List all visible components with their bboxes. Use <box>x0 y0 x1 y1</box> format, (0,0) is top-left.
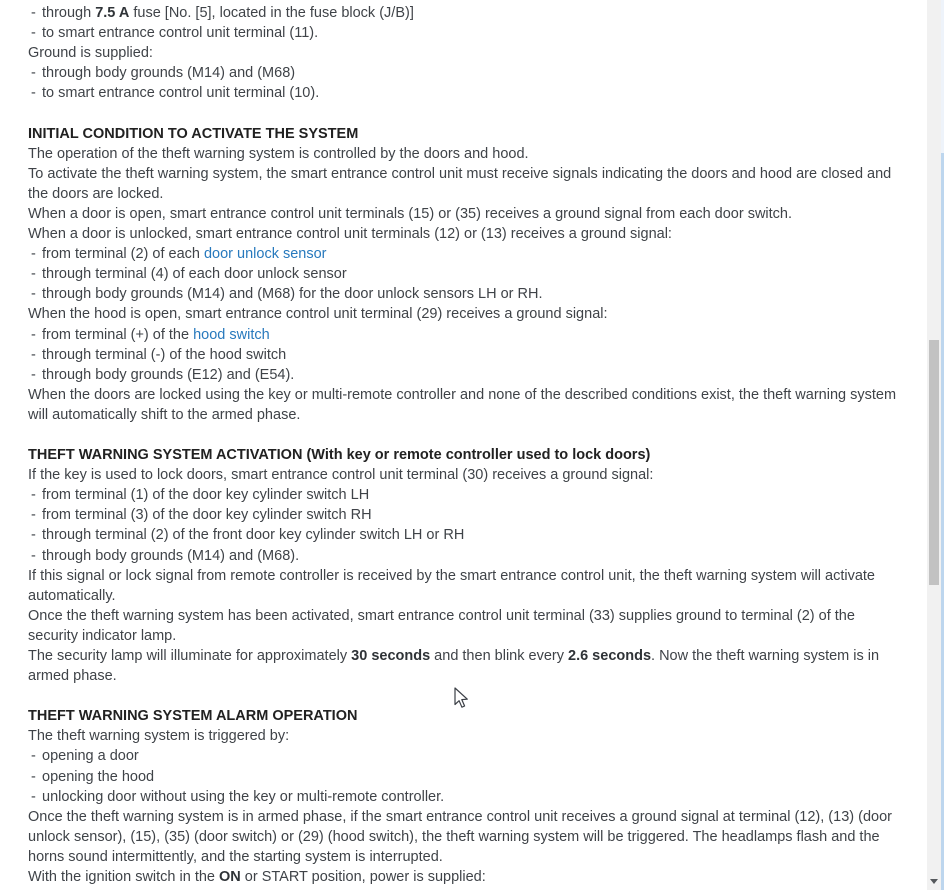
bullet-dash: - <box>31 547 36 564</box>
doc-bullet <box>28 505 905 525</box>
text-segment: The operation of the theft warning system is controlled by the doors and hood. <box>28 145 529 162</box>
bullet-text <box>42 325 905 345</box>
bullet-text <box>42 505 905 525</box>
doc-bullet <box>28 365 905 385</box>
text-segment: or START position, power is supplied: <box>240 869 486 886</box>
text-segment: through body grounds (M14) and (M68) <box>42 65 296 82</box>
text-segment: When a door is open, smart entrance control unit terminals (15) or (35) receives a ground signal from each door switch. <box>28 205 793 222</box>
document-content <box>28 3 905 887</box>
bullet-text <box>42 485 905 505</box>
doc-paragraph <box>28 304 905 324</box>
doc-bullet <box>28 345 905 365</box>
bullet-text <box>42 264 905 284</box>
doc-paragraph <box>28 164 905 204</box>
doc-paragraph <box>28 606 905 646</box>
text-segment: THEFT WARNING SYSTEM ACTIVATION (With key or remote controller used to lock doors) <box>28 447 651 464</box>
bullet-dash: - <box>31 366 36 383</box>
text-segment: through body grounds (M14) and (M68). <box>42 547 300 564</box>
text-segment: through terminal (2) of the front door key cylinder switch LH or RH <box>42 527 465 544</box>
text-segment: through terminal (4) of each door unlock sensor <box>42 266 347 283</box>
text-segment: from terminal (3) of the door key cylinder switch RH <box>42 507 372 524</box>
bullet-dash: - <box>31 326 36 343</box>
text-segment: to smart entrance control unit terminal (11). <box>42 25 319 42</box>
doc-heading <box>28 124 905 144</box>
bullet-text <box>42 787 905 807</box>
text-segment: unlocking door without using the key or multi-remote controller. <box>42 788 445 805</box>
doc-bullet <box>28 767 905 787</box>
section-spacer <box>28 103 905 123</box>
bullet-dash: - <box>31 788 36 805</box>
doc-paragraph <box>28 385 905 425</box>
doc-bullet <box>28 264 905 284</box>
text-segment: 30 seconds <box>351 648 431 664</box>
text-segment: To activate the theft warning system, the smart entrance control unit must receive signals indicating the doors and hood are closed and the doors are locked. <box>28 165 892 202</box>
doc-paragraph <box>28 807 905 867</box>
bullet-dash: - <box>31 768 36 785</box>
doc-bullet <box>28 244 905 264</box>
bullet-dash: - <box>31 266 36 283</box>
doc-bullet <box>28 485 905 505</box>
hood-switch-link[interactable]: hood switch <box>193 326 270 343</box>
doc-bullet <box>28 525 905 545</box>
bullet-text <box>42 284 905 304</box>
text-segment: opening the hood <box>42 768 155 785</box>
bullet-text <box>42 525 905 545</box>
doc-bullet <box>28 787 905 807</box>
bullet-text <box>42 244 905 264</box>
bullet-text <box>42 83 905 103</box>
text-segment: 7.5 A <box>95 5 130 21</box>
text-segment: The theft warning system is triggered by: <box>28 728 290 745</box>
text-segment: opening a door <box>42 748 139 765</box>
text-segment: If the key is used to lock doors, smart entrance control unit terminal (30) receives a ground signal: <box>28 467 654 484</box>
doc-paragraph <box>28 43 905 63</box>
doc-paragraph <box>28 566 905 606</box>
bullet-dash: - <box>31 748 36 765</box>
text-segment: ON <box>219 869 241 886</box>
text-segment: The security lamp will illuminate for approximately <box>28 648 352 664</box>
bullet-dash: - <box>31 25 36 42</box>
bullet-text <box>42 345 905 365</box>
bullet-text <box>42 746 905 766</box>
text-segment: and then blink every <box>430 648 568 664</box>
doc-bullet <box>28 83 905 103</box>
bullet-dash: - <box>31 487 36 504</box>
doc-paragraph <box>28 646 905 686</box>
doc-paragraph <box>28 465 905 485</box>
doc-bullet <box>28 284 905 304</box>
text-segment: . Now the theft warning system is in armed phase. <box>28 648 880 685</box>
text-segment: through <box>42 5 96 21</box>
inner-scrollbar-thumb[interactable] <box>929 340 939 585</box>
bullet-dash: - <box>31 5 36 21</box>
text-segment: When the doors are locked using the key or multi-remote controller and none of the described conditions exist, the theft warning system will automatically shift to the armed phase. <box>28 386 897 423</box>
scroll-down-icon <box>930 879 938 884</box>
door-unlock-sensor-link[interactable]: door unlock sensor <box>203 246 327 263</box>
bullet-dash: - <box>31 85 36 102</box>
scrollbar-down-button[interactable] <box>927 873 941 890</box>
bullet-dash: - <box>31 507 36 524</box>
text-segment: With the ignition switch in the <box>28 869 220 886</box>
text-segment: from terminal (2) of each <box>42 246 204 263</box>
text-segment: THEFT WARNING SYSTEM ALARM OPERATION <box>28 708 358 725</box>
doc-heading <box>28 706 905 726</box>
doc-bullet <box>28 746 905 766</box>
text-segment: Ground is supplied: <box>28 45 153 62</box>
text-segment: Once the theft warning system has been activated, smart entrance control unit terminal (33) supplies ground to terminal (2) of the security indicator lamp. <box>28 607 855 644</box>
bullet-text <box>42 546 905 566</box>
text-segment: INITIAL CONDITION TO ACTIVATE THE SYSTEM <box>28 125 359 142</box>
doc-paragraph <box>28 726 905 746</box>
bullet-text <box>42 63 905 83</box>
bullet-text <box>42 365 905 385</box>
text-segment: When a door is unlocked, smart entrance control unit terminals (12) or (13) receives a ground signal: <box>28 226 672 243</box>
text-segment: fuse [No. [5], located in the fuse block (J/B)] <box>129 5 414 21</box>
doc-heading <box>28 445 905 465</box>
doc-paragraph <box>28 224 905 244</box>
bullet-text <box>42 767 905 787</box>
bullet-dash: - <box>31 246 36 263</box>
doc-bullet <box>28 546 905 566</box>
section-spacer <box>28 425 905 445</box>
bullet-dash: - <box>31 286 36 303</box>
text-segment: to smart entrance control unit terminal (10). <box>42 85 320 102</box>
text-segment: If this signal or lock signal from remote controller is received by the smart entrance control unit, the theft warning system will activate automatically. <box>28 567 875 604</box>
text-segment: through terminal (-) of the hood switch <box>42 346 287 363</box>
bullet-dash: - <box>31 527 36 544</box>
text-segment: from terminal (1) of the door key cylinder switch LH <box>42 487 370 504</box>
bullet-text <box>42 3 905 23</box>
doc-paragraph <box>28 204 905 224</box>
bullet-text <box>42 23 905 43</box>
doc-bullet <box>28 3 905 23</box>
text-segment: through body grounds (E12) and (E54). <box>42 366 295 383</box>
text-segment: through body grounds (M14) and (M68) for the door unlock sensors LH or RH. <box>42 286 543 303</box>
doc-paragraph <box>28 867 905 887</box>
section-spacer <box>28 686 905 706</box>
bullet-dash: - <box>31 346 36 363</box>
doc-bullet <box>28 23 905 43</box>
text-segment: Once the theft warning system is in armed phase, if the smart entrance control unit receives a ground signal at terminal (12), (13) (door unlock sensor), (15), (35) (door switch) or (29) (hood switch), the theft warning system will be triggered. The headlamps flash and the horns sound intermittently, and the starting system is interrupted. <box>28 808 892 865</box>
text-segment: When the hood is open, smart entrance control unit terminal (29) receives a ground signal: <box>28 306 608 323</box>
doc-bullet <box>28 325 905 345</box>
bullet-dash: - <box>31 65 36 82</box>
text-segment: from terminal (+) of the <box>42 326 194 343</box>
text-segment: 2.6 seconds <box>568 648 652 664</box>
doc-paragraph <box>28 144 905 164</box>
doc-bullet <box>28 63 905 83</box>
